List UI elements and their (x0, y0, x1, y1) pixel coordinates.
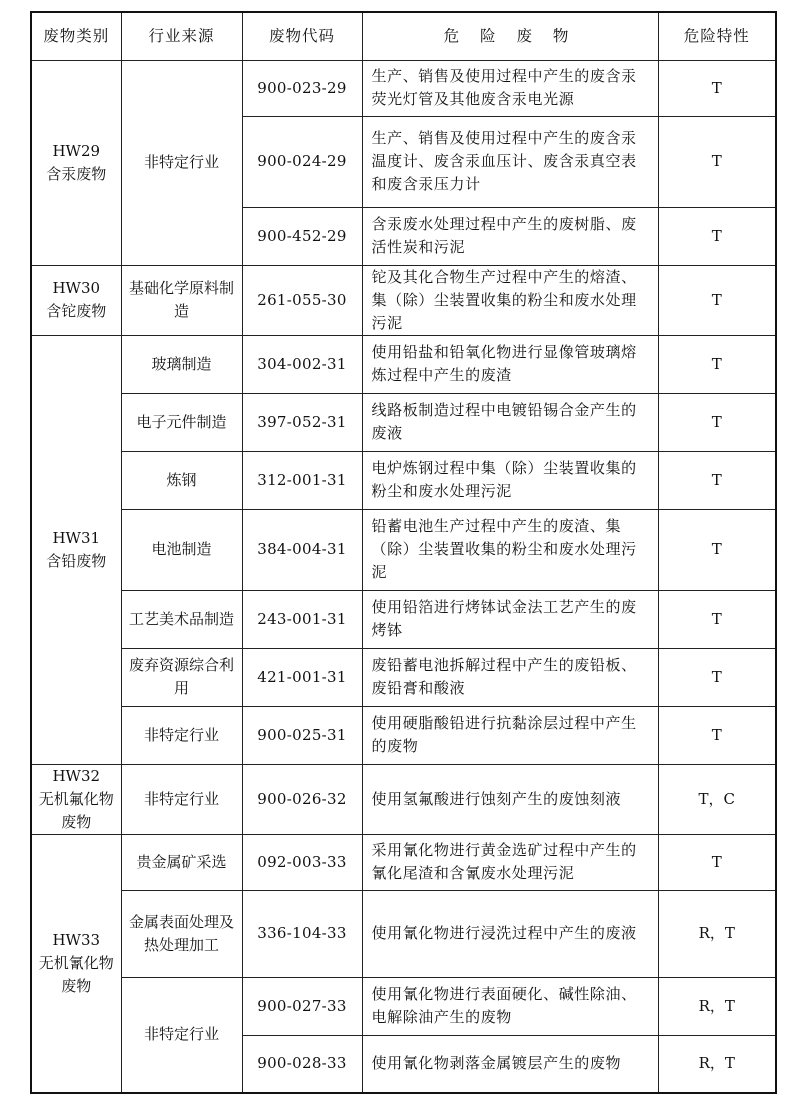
waste-description: 采用氰化物进行黄金选矿过程中产生的氰化尾渣和含氰废水处理污泥 (362, 834, 658, 890)
waste-description: 生产、销售及使用过程中产生的废含汞温度计、废含汞血压计、废含汞真空表和废含汞压力计 (362, 116, 658, 207)
waste-description: 废铅蓄电池拆解过程中产生的废铅板、废铅膏和酸液 (362, 648, 658, 706)
header-code: 废物代码 (242, 12, 362, 60)
waste-description: 使用铅箔进行烤钵试金法工艺产生的废烤钵 (362, 590, 658, 648)
category-cell (31, 335, 121, 764)
waste-code: 900-027-33 (242, 977, 362, 1035)
waste-code: 384-004-31 (242, 509, 362, 590)
category-cell (31, 265, 121, 335)
waste-description: 使用氰化物进行表面硬化、碱性除油、电解除油产生的废物 (362, 977, 658, 1035)
header-waste: 危 险 废 物 (362, 12, 658, 60)
hazard-characteristic: T (658, 451, 776, 509)
hazard-characteristic: T (658, 60, 776, 116)
header-characteristic: 危险特性 (658, 12, 776, 60)
table-row (31, 834, 776, 890)
waste-code: 397-052-31 (242, 393, 362, 451)
hazard-characteristic: T，C (658, 764, 776, 834)
waste-description: 含汞废水处理过程中产生的废树脂、废活性炭和污泥 (362, 207, 658, 265)
category-code: HW29 (52, 141, 101, 160)
waste-description: 使用氰化物剥落金属镀层产生的废物 (362, 1035, 658, 1093)
waste-description: 铅蓄电池生产过程中产生的废渣、集（除）尘装置收集的粉尘和废水处理污泥 (362, 509, 658, 590)
table-row (31, 890, 776, 977)
category-code: HW33 (52, 930, 101, 949)
waste-description: 电炉炼钢过程中集（除）尘装置收集的粉尘和废水处理污泥 (362, 451, 658, 509)
waste-code: 336-104-33 (242, 890, 362, 977)
hazard-characteristic: T (658, 590, 776, 648)
table-row (31, 648, 776, 706)
hazard-characteristic: T (658, 265, 776, 335)
hazard-characteristic: T (658, 834, 776, 890)
waste-code: 900-024-29 (242, 116, 362, 207)
table-row (31, 451, 776, 509)
waste-code: 900-028-33 (242, 1035, 362, 1093)
waste-description: 线路板制造过程中电镀铅锡合金产生的废液 (362, 393, 658, 451)
source-cell: 非特定行业 (121, 706, 242, 764)
hazardous-waste-table-page (30, 11, 775, 1090)
waste-description: 铊及其化合物生产过程中产生的熔渣、集（除）尘装置收集的粉尘和废水处理污泥 (362, 265, 658, 335)
waste-description: 使用铅盐和铅氧化物进行显像管玻璃熔炼过程中产生的废渣 (362, 335, 658, 393)
hazard-characteristic: T (658, 706, 776, 764)
category-name: 无机氰化物废物 (38, 953, 114, 995)
waste-code: 312-001-31 (242, 451, 362, 509)
source-cell: 非特定行业 (121, 977, 242, 1093)
table-row (31, 706, 776, 764)
header-row (31, 12, 776, 60)
category-code: HW31 (52, 528, 101, 547)
header-category: 废物类别 (31, 12, 121, 60)
category-code: HW30 (52, 279, 101, 297)
source-cell: 废弃资源综合利用 (121, 648, 242, 706)
hazardous-waste-table (30, 11, 777, 1094)
hazard-characteristic: T (658, 335, 776, 393)
waste-description: 使用氢氟酸进行蚀刻产生的废蚀刻液 (362, 764, 658, 834)
table-row (31, 977, 776, 1035)
header-source: 行业来源 (121, 12, 242, 60)
category-code: HW32 (52, 766, 101, 785)
source-cell: 玻璃制造 (121, 335, 242, 393)
waste-code: 900-452-29 (242, 207, 362, 265)
hazard-characteristic: T (658, 116, 776, 207)
table-row (31, 265, 776, 335)
source-cell: 工艺美术品制造 (121, 590, 242, 648)
hazard-characteristic: R，T (658, 890, 776, 977)
waste-description: 使用氰化物进行浸洗过程中产生的废液 (362, 890, 658, 977)
hazard-characteristic: T (658, 393, 776, 451)
waste-code: 900-025-31 (242, 706, 362, 764)
waste-code: 243-001-31 (242, 590, 362, 648)
hazard-characteristic: T (658, 509, 776, 590)
waste-code: 092-003-33 (242, 834, 362, 890)
category-cell (31, 764, 121, 834)
category-name: 无机氟化物废物 (38, 789, 114, 831)
source-cell: 电池制造 (121, 509, 242, 590)
category-name: 含汞废物 (46, 164, 107, 183)
table-row (31, 335, 776, 393)
table-row (31, 509, 776, 590)
hazard-characteristic: T (658, 648, 776, 706)
source-cell: 电子元件制造 (121, 393, 242, 451)
waste-code: 900-023-29 (242, 60, 362, 116)
waste-code: 421-001-31 (242, 648, 362, 706)
category-name: 含铅废物 (46, 551, 107, 570)
table-row (31, 60, 776, 116)
waste-description: 使用硬脂酸铅进行抗黏涂层过程中产生的废物 (362, 706, 658, 764)
waste-code: 261-055-30 (242, 265, 362, 335)
source-cell: 基础化学原料制造 (121, 265, 242, 335)
table-row (31, 764, 776, 834)
source-cell: 非特定行业 (121, 60, 242, 265)
source-cell: 金属表面处理及热处理加工 (121, 890, 242, 977)
table-row (31, 393, 776, 451)
waste-code: 900-026-32 (242, 764, 362, 834)
source-cell: 非特定行业 (121, 764, 242, 834)
category-cell (31, 60, 121, 265)
table-row (31, 590, 776, 648)
source-cell: 炼钢 (121, 451, 242, 509)
category-cell (31, 834, 121, 1093)
source-cell: 贵金属矿采选 (121, 834, 242, 890)
hazard-characteristic: R，T (658, 1035, 776, 1093)
waste-description: 生产、销售及使用过程中产生的废含汞荧光灯管及其他废含汞电光源 (362, 60, 658, 116)
hazard-characteristic: R，T (658, 977, 776, 1035)
category-name: 含铊废物 (46, 302, 107, 320)
waste-code: 304-002-31 (242, 335, 362, 393)
hazard-characteristic: T (658, 207, 776, 265)
